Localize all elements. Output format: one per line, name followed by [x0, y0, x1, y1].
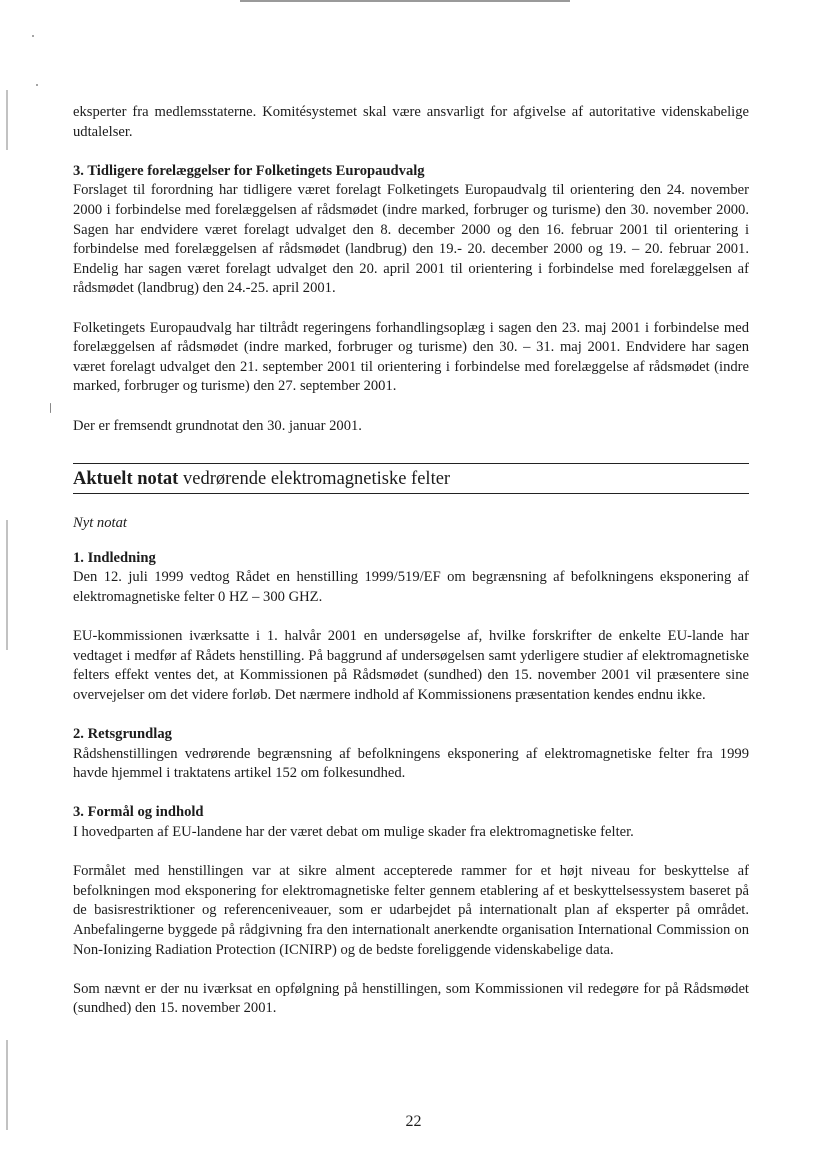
scan-speck	[50, 403, 51, 413]
scan-speck	[36, 84, 38, 86]
section-title-rest: vedrørende elektromagnetiske felter	[178, 469, 451, 490]
paragraph: Formålet med henstillingen var at sikre alment accepterede rammer for et højt niveau for beskyttelse af befolkningen mod eksponering for elektromagnetiske felter gennem etablering af et beskyttelsessystem baseret på de basisrestriktioner og referenceniveauer, som er udarbejdet på internationalt plan af eksperter på området. Anbefalingerne byggede på rådgivning fra den internationalt anerkendte organisation International Commission on Non-Ionizing Radiation Protection (ICNIRP) og de bedste foreliggende videnskabelige data.	[73, 863, 749, 958]
intro-paragraph: eksperter fra medlemsstaterne. Komitésystemet skal være ansvarligt for afgivelse af autoritative videnskabelige udtalelser.	[73, 104, 749, 140]
section-title-box	[73, 463, 749, 494]
paragraph: Der er fremsendt grundnotat den 30. januar 2001.	[73, 417, 362, 434]
scan-left-edge-line	[6, 520, 8, 650]
document-body	[73, 103, 749, 1019]
paragraph: Som nævnt er der nu iværksat en opfølgning på henstillingen, som Kommissionen vil redegøre for på Rådsmødet (sundhed) den 15. november 2001.	[73, 980, 749, 1017]
paragraph: Forslaget til forordning har tidligere været forelagt Folketingets Europaudvalg til orientering den 24. november 2000 i forbindelse med forelæggelsen af rådsmødet (indre marked, forbruger og turisme) den 30. november 2000. Sagen har endvidere været forelagt udvalget den 8. december 2000 og den 16. februar 2001 til orientering i forbindelse med forelæggelsen af rådsmødet (landbrug) den 19.- 20. december 2000 og 19. – 20. februar 2001. Endelig har sagen været forelagt udvalget den 20. april 2001 til orientering i forbindelse med forelæggelsen af rådsmødet (landbrug) den 24.-25. april 2001.	[73, 182, 749, 297]
paragraph: EU-kommissionen iværksatte i 1. halvår 2001 en undersøgelse af, hvilke forskrifter de enkelte EU-lande har vedtaget i medfør af Rådets henstilling. På baggrund af undersøgelsen samt yderligere studier af elektromagnetiske felters effekt ventes det, at Kommissionen på Rådsmødet (sundhed) den 15. november 2001 vil præsentere sine overvejelser om det videre forløb. Det nærmere indhold af Kommissionens præsentation kendes endnu ikke.	[73, 628, 749, 703]
scan-left-edge-line	[6, 90, 8, 150]
scan-speck	[32, 35, 34, 37]
paragraph: Den 12. juli 1999 vedtog Rådet en henstilling 1999/519/EF om begrænsning af befolkningens eksponering af elektromagnetiske felter 0 HZ – 300 GHZ.	[73, 569, 749, 605]
section-heading: 2. Retsgrundlag	[73, 726, 172, 743]
paragraph: Folketingets Europaudvalg har tiltrådt regeringens forhandlingsoplæg i sagen den 23. maj 2001 i forbindelse med forelæggelsen af rådsmødet (indre marked, forbruger og turisme) den 30. – 31. maj 2001. Endvidere har sagen været forelagt udvalget den 21. september 2001 til orientering i forbindelse med forelæggelse af rådsmødet (indre marked, forbruger og turisme) den 27. september 2001.	[73, 319, 749, 395]
section-heading: 3. Tidligere forelæggelser for Folketingets Europaudvalg	[73, 162, 425, 179]
section-heading: 3. Formål og indhold	[73, 804, 204, 821]
note-subtitle: Nyt notat	[73, 515, 127, 532]
paragraph: Rådshenstillingen vedrørende begrænsning af befolkningens eksponering af elektromagnetiske felter fra 1999 havde hjemmel i traktatens artikel 152 om folkesundhed.	[73, 745, 749, 782]
paragraph: I hovedparten af EU-landene har der været debat om mulige skader fra elektromagnetiske felter.	[73, 824, 634, 840]
page-number: 22	[405, 1113, 422, 1130]
scan-top-edge-line	[240, 0, 570, 2]
section-heading: 1. Indledning	[73, 549, 156, 566]
section-title-bold: Aktuelt notat	[73, 469, 179, 490]
